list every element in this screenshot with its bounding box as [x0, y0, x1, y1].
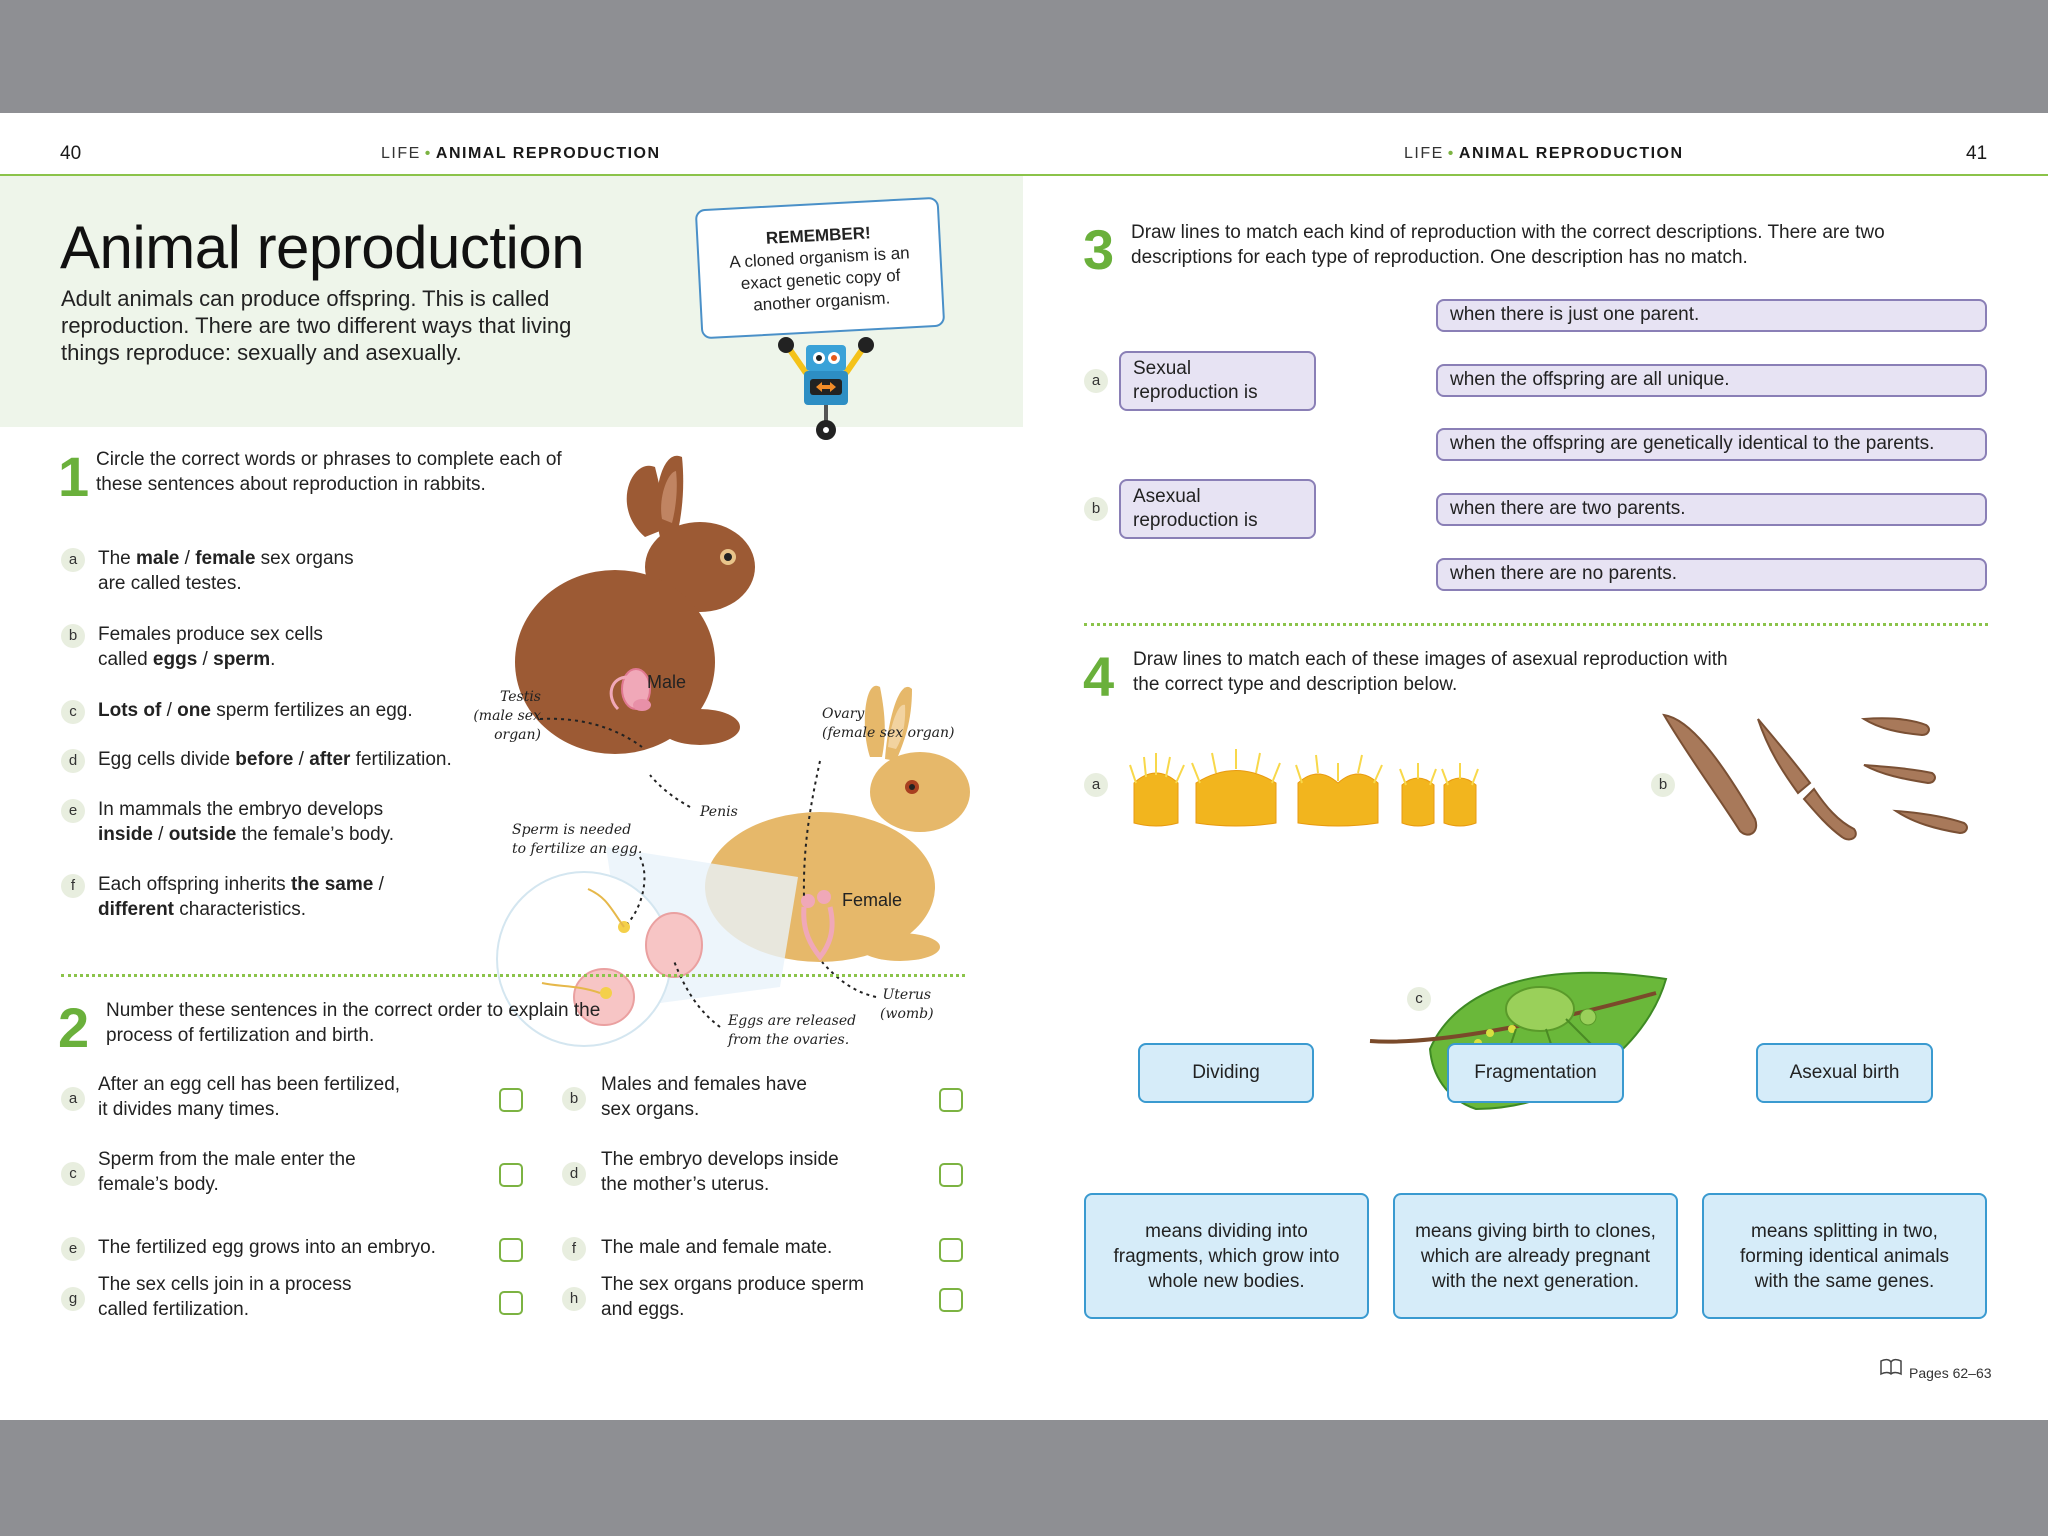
- q4-type-fragmentation[interactable]: Fragmentation: [1447, 1043, 1624, 1103]
- q2-item-e-box[interactable]: [499, 1238, 523, 1262]
- q1-item-a[interactable]: The male / female sex organs are called testes.: [98, 548, 354, 594]
- workbook-spread: [0, 113, 2048, 1420]
- q4-image-letter: a: [1084, 773, 1108, 797]
- q1-item-c[interactable]: Lots of / one sperm fertilizes an egg.: [98, 700, 413, 721]
- q1-item-letter: b: [61, 624, 85, 648]
- q3-description[interactable]: when the offspring are genetically identical to the parents.: [1436, 428, 1987, 461]
- q4-type-asexual-birth[interactable]: Asexual birth: [1756, 1043, 1933, 1103]
- remember-text: A cloned organism is an exact genetic copy of another organism.: [728, 243, 911, 315]
- label-testis: Testis (male sex organ): [473, 689, 541, 743]
- label-uterus: Uterus (womb): [880, 987, 934, 1022]
- male-rabbit-icon: [515, 456, 755, 754]
- q3-description[interactable]: when there is just one parent.: [1436, 299, 1987, 332]
- q3-type-letter: a: [1084, 369, 1108, 393]
- question-2-number: 2: [58, 996, 90, 1059]
- q2-item-letter: b: [562, 1087, 586, 1111]
- q2-item-d-text: The embryo develops inside the mother’s uterus.: [601, 1149, 839, 1195]
- q2-item-letter: c: [61, 1162, 85, 1186]
- flatworms-icon: [1660, 709, 1990, 849]
- pages-reference: Pages 62–63: [1909, 1365, 1992, 1381]
- question-1-number: 1: [58, 445, 90, 508]
- q4-image-letter: b: [1651, 773, 1675, 797]
- q2-item-a-box[interactable]: [499, 1088, 523, 1112]
- q1-item-b[interactable]: Females produce sex cells called eggs / sperm.: [98, 624, 323, 670]
- q2-item-b-text: Males and females have sex organs.: [601, 1074, 807, 1120]
- question-1-prompt: Circle the correct words or phrases to complete each of these sentences about reproduction in rabbits.: [96, 449, 562, 495]
- q1-item-letter: c: [61, 700, 85, 724]
- label-female: Female: [842, 890, 903, 910]
- q3-description[interactable]: when there are two parents.: [1436, 493, 1987, 526]
- label-male: Male: [647, 672, 687, 692]
- q2-item-letter: h: [562, 1287, 586, 1311]
- q1-item-letter: e: [61, 799, 85, 823]
- q2-item-letter: a: [61, 1087, 85, 1111]
- q3-type-asexual[interactable]: Asexual reproduction is: [1119, 479, 1316, 539]
- question-2-prompt: Number these sentences in the correct order to explain the process of fertilization and birth.: [106, 1000, 601, 1046]
- q1-item-letter: d: [61, 749, 85, 773]
- q3-description[interactable]: when the offspring are all unique.: [1436, 364, 1987, 397]
- running-head-left: LIFE • ANIMAL REPRODUCTION: [381, 145, 661, 162]
- q1-item-letter: a: [61, 548, 85, 572]
- intro-text: Adult animals can produce offspring. This is called reproduction. There are two different ways that living things reproduce: sexually and asexually.: [61, 286, 572, 365]
- q3-type-letter: b: [1084, 497, 1108, 521]
- q2-item-h-text: The sex organs produce sperm and eggs.: [601, 1274, 864, 1320]
- q2-item-f-box[interactable]: [939, 1238, 963, 1262]
- label-penis: Penis: [700, 804, 738, 820]
- q2-item-g-text: The sex cells join in a process called fertilization.: [98, 1274, 352, 1320]
- robot-mascot-icon: [770, 329, 882, 443]
- label-eggs-released: Eggs are released from the ovaries.: [728, 1013, 857, 1048]
- remember-callout: [695, 197, 945, 340]
- q1-item-letter: f: [61, 874, 85, 898]
- sea-anemones-icon: [1126, 743, 1496, 829]
- q2-item-b-box[interactable]: [939, 1088, 963, 1112]
- label-ovary: Ovary (female sex organ): [822, 706, 955, 741]
- q2-item-h-box[interactable]: [939, 1288, 963, 1312]
- page-number-left: 40: [60, 143, 82, 164]
- page-title: Animal reproduction: [60, 214, 585, 281]
- label-sperm-needed: Sperm is needed to fertilize an egg.: [512, 822, 643, 857]
- q4-description[interactable]: means splitting in two, forming identical animals with the same genes.: [1702, 1193, 1987, 1319]
- q2-item-c-text: Sperm from the male enter the female’s body.: [98, 1149, 356, 1195]
- remember-heading: REMEMBER!: [765, 223, 872, 248]
- q1-item-f[interactable]: Each offspring inherits the same / different characteristics.: [98, 874, 384, 920]
- book-icon: [1879, 1358, 1903, 1376]
- q2-item-letter: f: [562, 1237, 586, 1261]
- q4-type-dividing[interactable]: Dividing: [1138, 1043, 1314, 1103]
- question-3-number: 3: [1083, 218, 1115, 281]
- running-head-section: LIFE: [381, 145, 421, 162]
- q2-item-d-box[interactable]: [939, 1163, 963, 1187]
- running-head-right: LIFE • ANIMAL REPRODUCTION: [1404, 145, 1684, 162]
- q2-item-letter: e: [61, 1237, 85, 1261]
- question-4-number: 4: [1083, 645, 1115, 708]
- q2-item-letter: d: [562, 1162, 586, 1186]
- q2-item-c-box[interactable]: [499, 1163, 523, 1187]
- q1-item-e[interactable]: In mammals the embryo develops inside / outside the female’s body.: [98, 799, 395, 845]
- rabbit-reproduction-diagram: [410, 427, 990, 1067]
- section-divider: [61, 974, 965, 977]
- section-divider: [1084, 623, 1988, 626]
- q4-description[interactable]: means giving birth to clones, which are already pregnant with the next generation.: [1393, 1193, 1678, 1319]
- page-number-right: 41: [1966, 143, 1988, 164]
- q2-item-a-text: After an egg cell has been fertilized, it divides many times.: [98, 1074, 401, 1120]
- question-3-prompt: Draw lines to match each kind of reproduction with the correct descriptions. There are two descriptions for each type of reproduction. One description has no match.: [1131, 222, 1885, 268]
- question-4-prompt: Draw lines to match each of these images of asexual reproduction with the correct type and description below.: [1133, 649, 1728, 695]
- q2-item-g-box[interactable]: [499, 1291, 523, 1315]
- running-head-section: LIFE: [1404, 145, 1444, 162]
- q1-item-d[interactable]: Egg cells divide before / after fertilization.: [98, 749, 452, 770]
- q3-description[interactable]: when there are no parents.: [1436, 558, 1987, 591]
- running-head-title: ANIMAL REPRODUCTION: [1458, 145, 1684, 162]
- q4-image-letter: c: [1407, 987, 1431, 1011]
- q2-item-e-text: The fertilized egg grows into an embryo.: [98, 1237, 436, 1258]
- running-head-title: ANIMAL REPRODUCTION: [435, 145, 661, 162]
- q3-type-sexual[interactable]: Sexual reproduction is: [1119, 351, 1316, 411]
- q2-item-letter: g: [61, 1287, 85, 1311]
- q4-description[interactable]: means dividing into fragments, which grow into whole new bodies.: [1084, 1193, 1369, 1319]
- q2-item-f-text: The male and female mate.: [601, 1237, 833, 1258]
